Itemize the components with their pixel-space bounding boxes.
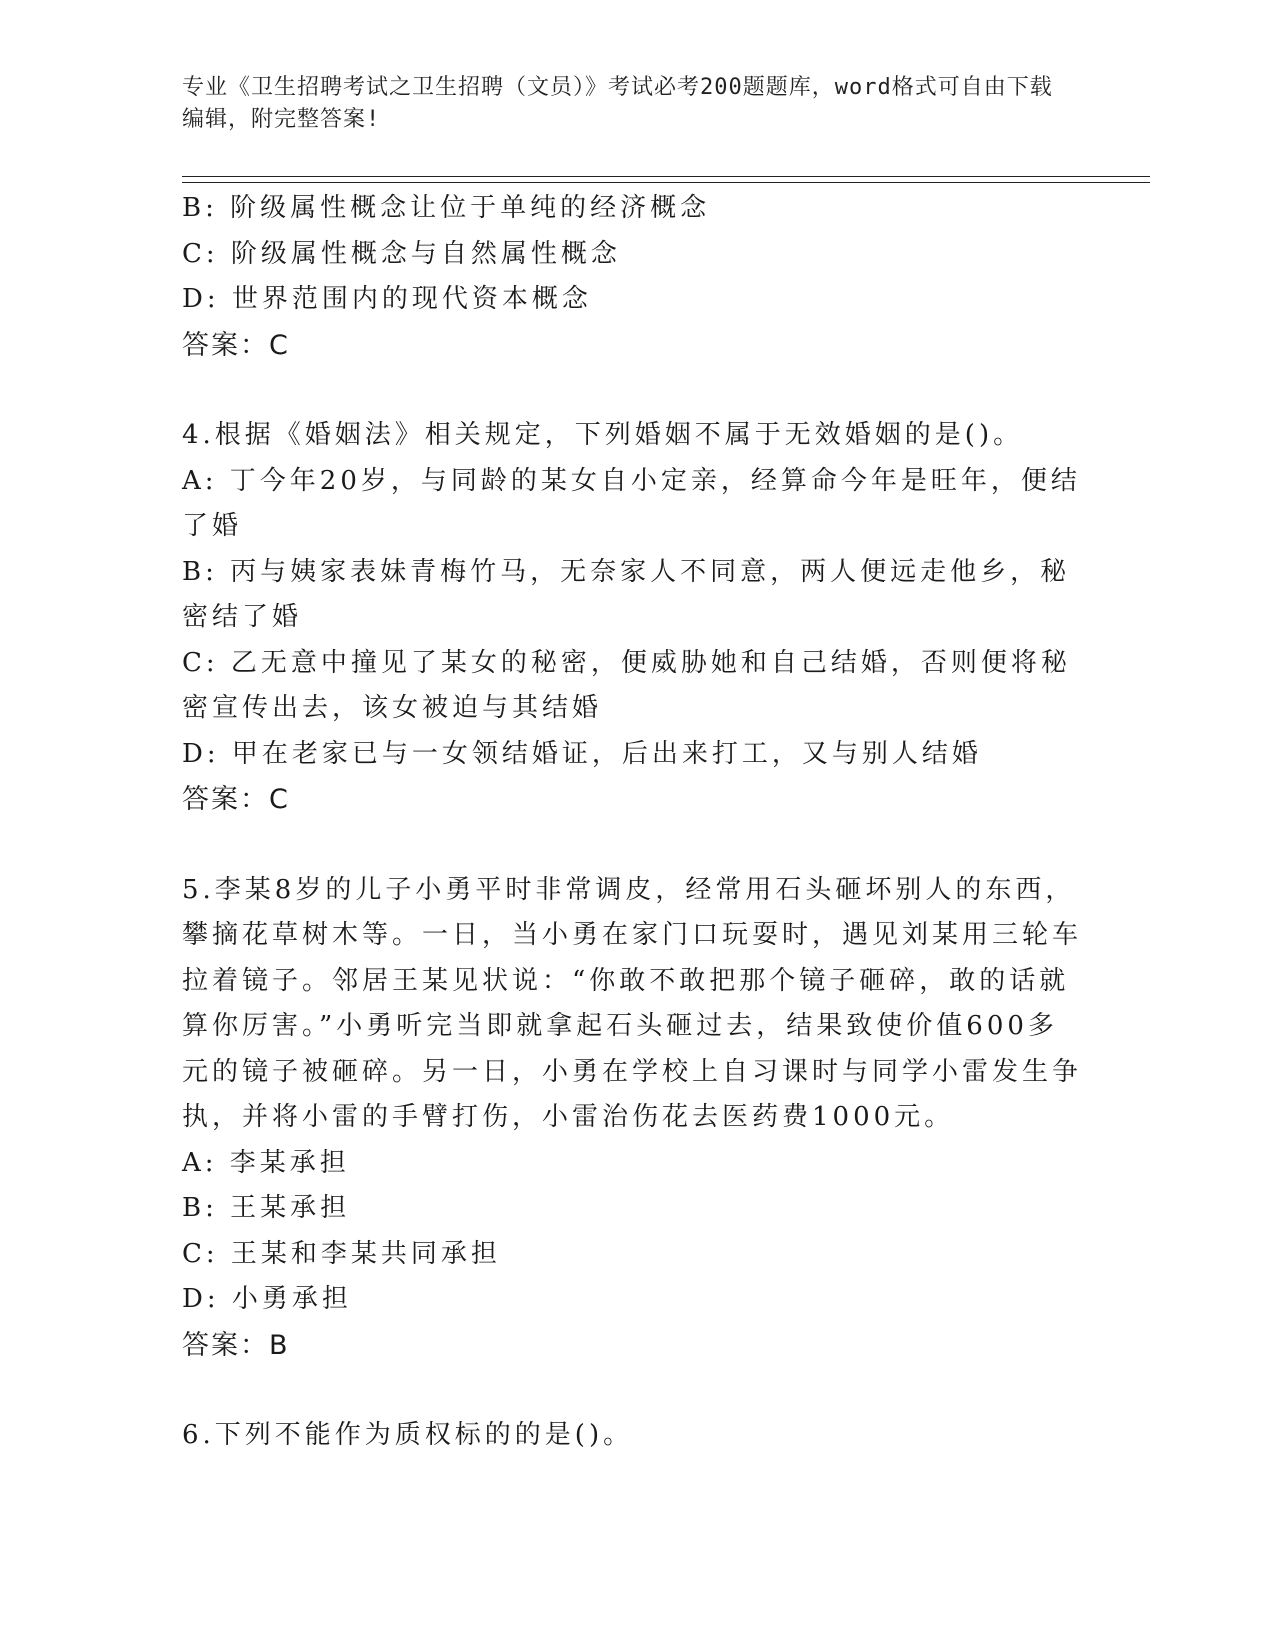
header-divider-top [182, 176, 1150, 177]
q4-option-b: B: 丙与姨家表妹青梅竹马，无奈家人不同意，两人便远走他乡，秘密结了婚 [182, 556, 1071, 632]
question-6 [182, 1413, 1082, 1459]
header-divider-bottom [182, 182, 1150, 183]
q5-option-d: D: 小勇承担 [182, 1284, 352, 1314]
q5-option-a: A: 李某承担 [182, 1147, 350, 1178]
q6-stem: 6.下列不能作为质权标的的是()。 [182, 1420, 634, 1450]
spacer [182, 1368, 1082, 1413]
q4-stem: 4.根据《婚姻法》相关规定，下列婚姻不属于无效婚姻的是()。 [182, 420, 1024, 450]
q3-answer: 答案：C [182, 329, 290, 361]
q5-answer: 答案：B [182, 1329, 290, 1361]
question-3 [182, 186, 1082, 368]
q5-option-c: C: 王某和李某共同承担 [182, 1238, 501, 1269]
question-5 [182, 868, 1082, 1369]
q5-stem: 5.李某8岁的儿子小勇平时非常调皮，经常用石头砸坏别人的东西，攀摘花草树木等。一日，当小勇在家门口玩耍时，遇见刘某用三轮车拉着镜子。邻居王某见状说：“你敢不敢把那个镜子砸碎，敢的话就算你厉害。”小勇听完当即就拿起石头砸过去，结果致使价值600多元的镜子被砸碎。另一日，小勇在学校上自习课时与同学小雷发生争执，并将小雷的手臂打伤，小雷治伤花去医药费1000元。 [182, 874, 1083, 1132]
q3-option-d: D: 世界范围内的现代资本概念 [182, 284, 592, 314]
header-note: 专业《卫生招聘考试之卫生招聘（文员）》考试必考200题题库，word格式可自由下载编辑，附完整答案! [182, 75, 1053, 132]
q4-option-a: A: 丁今年20岁，与同龄的某女自小定亲，经算命今年是旺年，便结了婚 [182, 465, 1081, 541]
q3-option-c: C: 阶级属性概念与自然属性概念 [182, 238, 621, 269]
spacer [182, 823, 1082, 868]
q4-option-d: D: 甲在老家已与一女领结婚证，后出来打工，又与别人结婚 [182, 738, 982, 769]
q4-option-c: C: 乙无意中撞见了某女的秘密，便威胁她和自己结婚，否则便将秘密宣传出去，该女被迫与其结婚 [182, 647, 1071, 723]
q5-option-b: B: 王某承担 [182, 1193, 351, 1223]
question-content [182, 186, 1082, 1459]
q4-answer: 答案：C [182, 784, 290, 815]
spacer [182, 368, 1082, 413]
question-4 [182, 413, 1082, 823]
q3-option-b: B: 阶级属性概念让位于单纯的经济概念 [182, 193, 711, 223]
